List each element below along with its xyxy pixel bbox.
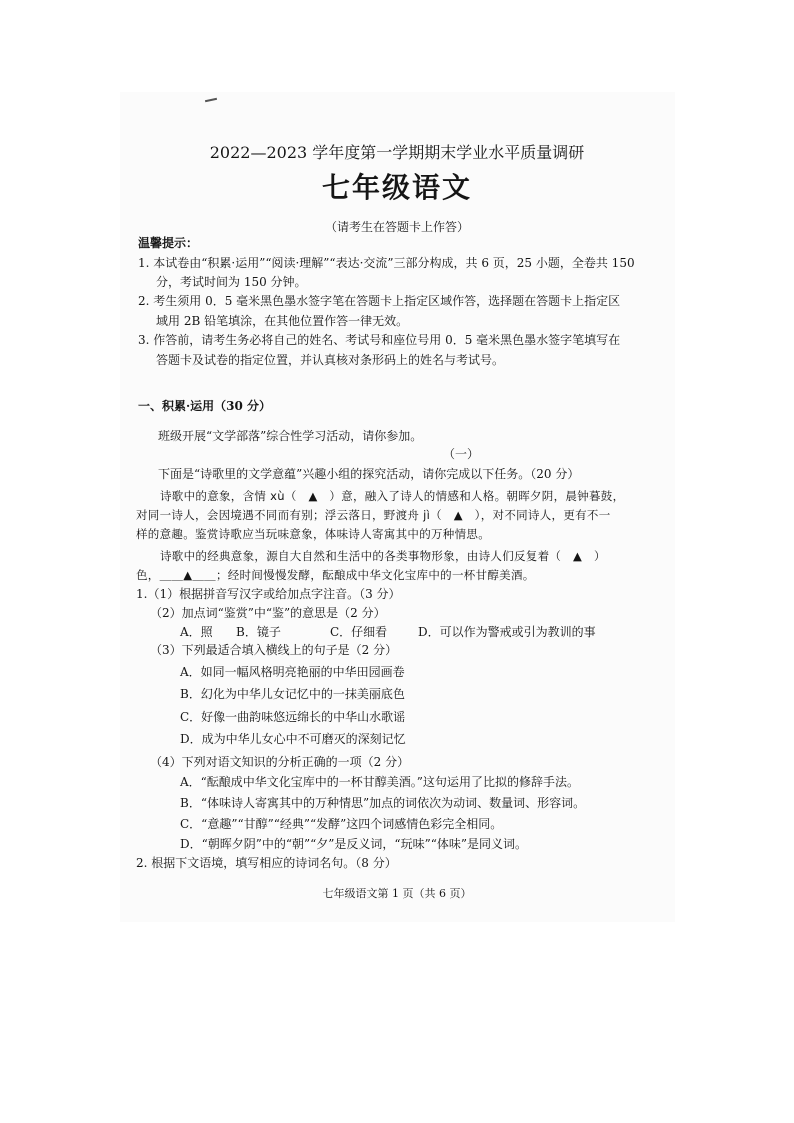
passage-line-5: 色，＿＿▲＿＿；经时间慢慢发酵，酝酿成中华文化宝库中的一杯甘醇美酒。	[136, 568, 535, 582]
notice-item-1-line-1: 1. 本试卷由“积累·运用”“阅读·理解”“表达·交流”三部分构成，共 6 页，25 小题，全卷共 150	[138, 256, 635, 270]
task-description: 下面是“诗歌里的文学意蕴”兴趣小组的探究活动，请你完成以下任务。（20 分）	[158, 467, 580, 481]
subject-title: 七年级语文	[321, 171, 472, 204]
passage-line-2: 对同一诗人，会因境遇不同而有别；浮云落日，野渡舟 jì（ ▲ ），对不同诗人，更有不一	[136, 508, 611, 522]
question-2: 2. 根据下文语境，填写相应的诗词名句。（8 分）	[136, 856, 397, 870]
question-1-3-option-b: B．幻化为中华儿女记忆中的一抹美丽底色	[180, 687, 405, 701]
page-footer: 七年级语文第 1 页（共 6 页）	[322, 887, 472, 900]
question-1-1: 1.（1）根据拼音写汉字或给加点字注音。（3 分）	[136, 587, 401, 601]
question-1-2-option-c: C．仔细看	[330, 625, 388, 639]
question-1-2-option-a: A．照	[180, 625, 213, 639]
notice-item-1-line-2: 分，考试时间为 150 分钟。	[156, 275, 307, 289]
question-1-2-option-d: D．可以作为警戒或引为教训的事	[418, 625, 596, 639]
passage-line-3: 样的意趣。鉴赏诗歌应当玩味意象，体味诗人寄寓其中的万种情思。	[136, 527, 490, 541]
question-1-3-option-c: C．好像一曲韵味悠远绵长的中华山水歌谣	[180, 710, 406, 724]
notice-item-2-line-1: 2. 考生须用 0．5 毫米黑色墨水签字笔在答题卡上指定区域作答，选择题在答题卡上指定区	[138, 294, 621, 308]
question-1-3: （3）下列最适合填入横线上的句子是（2 分）	[150, 643, 398, 657]
passage-line-1: 诗歌中的意象，含情 xù（ ▲ ）意，融入了诗人的情感和人格。朝晖夕阴，晨钟暮鼓，	[160, 489, 625, 503]
section-1-heading: 一、积累·运用（30 分）	[138, 399, 272, 413]
question-1-3-option-a: A．如同一幅风格明亮艳丽的中华田园画卷	[180, 665, 405, 679]
question-1-4-option-b: B．“体味诗人寄寓其中的万种情思”加点的词依次为动词、数量词、形容词。	[180, 796, 586, 810]
notice-item-3-line-1: 3. 作答前，请考生务必将自己的姓名、考试号和座位号用 0．5 毫米黑色墨水签字笔填写在	[138, 333, 621, 347]
question-1-4-option-d: D．“朝晖夕阴”中的“朝”“夕”是反义词，“玩味”“体味”是同义词。	[180, 837, 527, 851]
question-1-2: （2）加点词“鉴赏”中“鉴”的意思是（2 分）	[150, 606, 386, 620]
section-1-intro: 班级开展“文学部落”综合性学习活动，请你参加。	[158, 429, 423, 443]
question-1-4-option-c: C．“意趣”“甘醇”“经典”“发酵”这四个词感情色彩完全相同。	[180, 817, 503, 831]
notice-item-3-line-2: 答题卡及试卷的指定位置，并认真核对条形码上的姓名与考试号。	[156, 353, 505, 367]
passage-line-4: 诗歌中的经典意象，源自大自然和生活中的各类事物形象，由诗人们反复着（ ▲ ）	[160, 549, 606, 563]
exam-title: 2022—2023 学年度第一学期期末学业水平质量调研	[209, 143, 585, 162]
notice-heading: 温馨提示：	[138, 236, 199, 250]
question-1-4: （4）下列对语文知识的分析正确的一项（2 分）	[150, 755, 410, 769]
question-1-2-option-b: B．镜子	[236, 625, 281, 639]
part-label: （一）	[443, 447, 480, 461]
question-1-3-option-d: D．成为中华儿女心中不可磨灭的深刻记忆	[180, 732, 406, 746]
question-1-4-option-a: A．“酝酿成中华文化宝库中的一杯甘醇美酒。”这句运用了比拟的修辞手法。	[180, 775, 579, 789]
notice-item-2-line-2: 域用 2B 铅笔填涂，在其他位置作答一律无效。	[156, 314, 409, 328]
subtitle: （请考生在答题卡上作答）	[324, 220, 469, 234]
